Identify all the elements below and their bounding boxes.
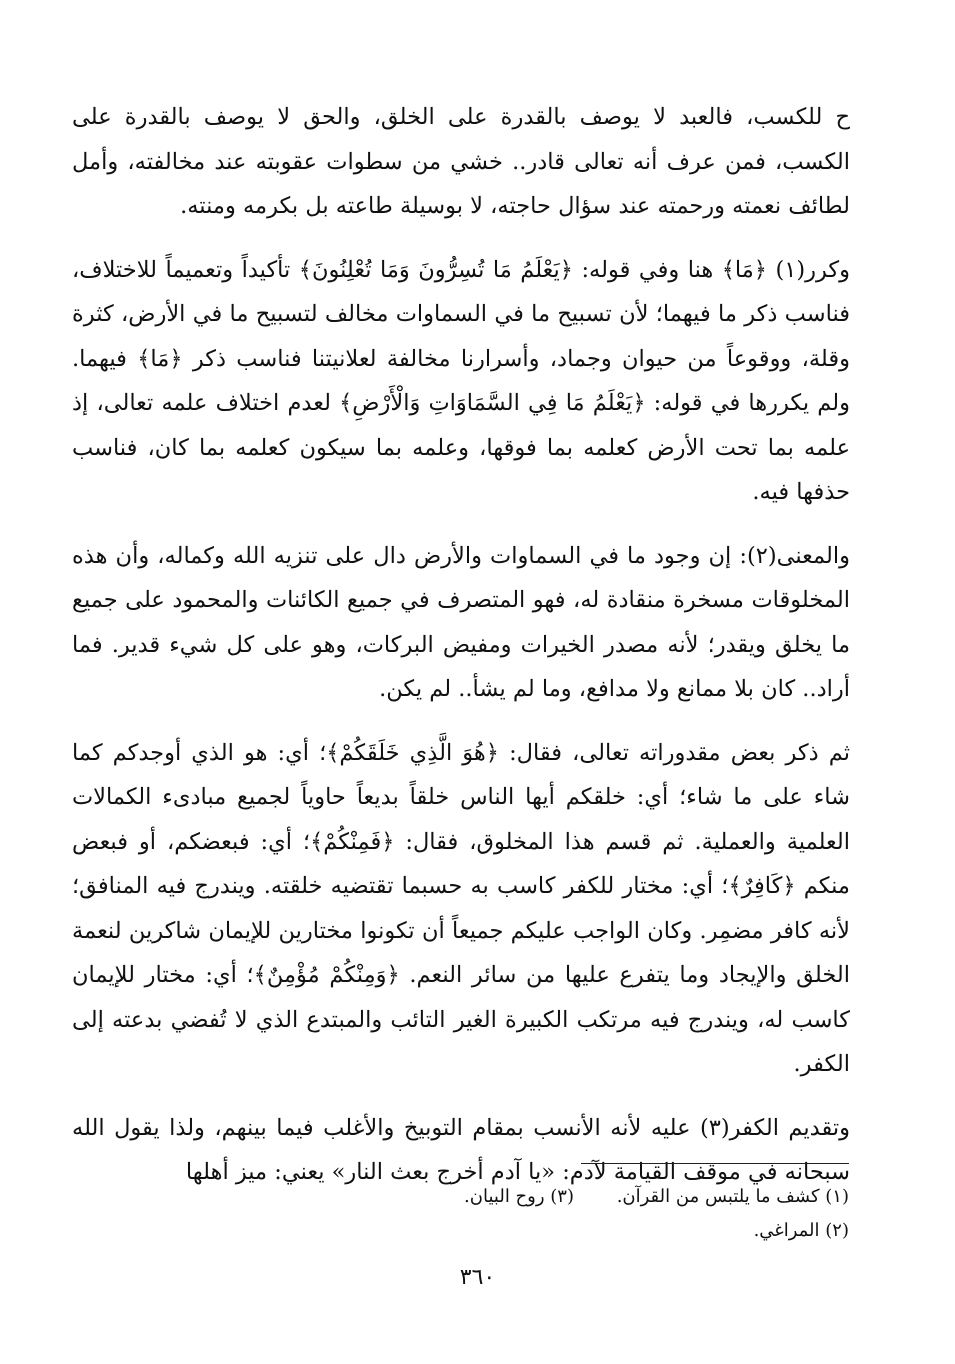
paragraph-1: ح للكسب، فالعبد لا يوصف بالقدرة على الخلق، والحق لا يوصف بالقدرة على الكسب، فمن عرف أنه تعالى قادر.. خشي من سطوات عقوبته عند مخالفته، وأمل لطائف نعمته ورحمته عند سؤال حاجته، لا بوسيلة طاعته بل بكرمه ومنته. [72, 104, 850, 219]
page-body [72, 95, 850, 1195]
paragraph-3: والمعنى(٢): إن وجود ما في السماوات والأرض دال على تنزيه الله وكماله، وأن هذه المخلوقات مسخرة منقادة له، فهو المتصرف في جميع الكائنات والمحمود على جميع ما يخلق ويقدر؛ لأنه مصدر الخيرات ومفيض البركات، وهو على كل شيء قدير. فما أراد.. كان بلا ممانع ولا مدافع، وما لم يشأ.. لم يكن. [72, 542, 850, 702]
footnote-1: (١) كشف ما يلتبس من القرآن. [616, 1186, 849, 1207]
page-number: ٣٦٠ [459, 1265, 496, 1290]
footnote-2: (٢) المراغي. [753, 1220, 849, 1241]
paragraph-5: وتقديم الكفر(٣) عليه لأنه الأنسب بمقام التوبيخ والأغلب فيما بينهم، ولذا يقول الله سبحانه في موقف القيامة لآدم: «يا آدم أخرج بعث النار» يعني: ميز أهلها [72, 1114, 850, 1185]
footnotes [249, 1180, 849, 1260]
footnote-separator [581, 1163, 849, 1164]
footnote-3: (٣) روح البيان. [464, 1186, 574, 1207]
paragraph-2: وكرر(١) ﴿مَا﴾ هنا وفي قوله: ﴿يَعْلَمُ مَا تُسِرُّونَ وَمَا تُعْلِنُونَ﴾ تأكيداً وتعميماً للاختلاف، فناسب ذكر ما فيهما؛ لأن تسبيح ما في السماوات مخالف لتسبيح ما في الأرض، كثرة وقلة، ووقوعاً من حيوان وجماد، وأسرارنا مخالفة لعلانيتنا فناسب ذكر ﴿مَا﴾ فيهما. ولم يكررها في قوله: ﴿يَعْلَمُ مَا فِي السَّمَاوَاتِ وَالْأَرْضِ﴾ لعدم اختلاف علمه تعالى، إذ علمه بما تحت الأرض كعلمه بما فوقها، وعلمه بما سيكون كعلمه بما كان، فناسب حذفها فيه. [72, 256, 850, 505]
paragraph-4: ثم ذكر بعض مقدوراته تعالى، فقال: ﴿هُوَ الَّذِي خَلَقَكُمْ﴾؛ أي: هو الذي أوجدكم كما شاء على ما شاء؛ أي: خلقكم أيها الناس خلقاً بديعاً حاوياً لجميع مبادىء الكمالات العلمية والعملية. ثم قسم هذا المخلوق، فقال: ﴿فَمِنْكُمْ﴾؛ أي: فبعضكم، أو فبعض منكم ﴿كَافِرٌ﴾؛ أي: مختار للكفر كاسب به حسبما تقتضيه خلقته. ويندرج فيه المنافق؛ لأنه كافر مضمِر. وكان الواجب عليكم جميعاً أن تكونوا مختارين للإيمان شاكرين لنعمة الخلق والإيجاد وما يتفرع عليها من سائر النعم. ﴿وَمِنْكُمْ مُؤْمِنٌ﴾؛ أي: مختار للإيمان كاسب له، ويندرج فيه مرتكب الكبيرة الغير التائب والمبتدع الذي لا تُفضي بدعته إلى الكفر. [72, 739, 850, 1077]
